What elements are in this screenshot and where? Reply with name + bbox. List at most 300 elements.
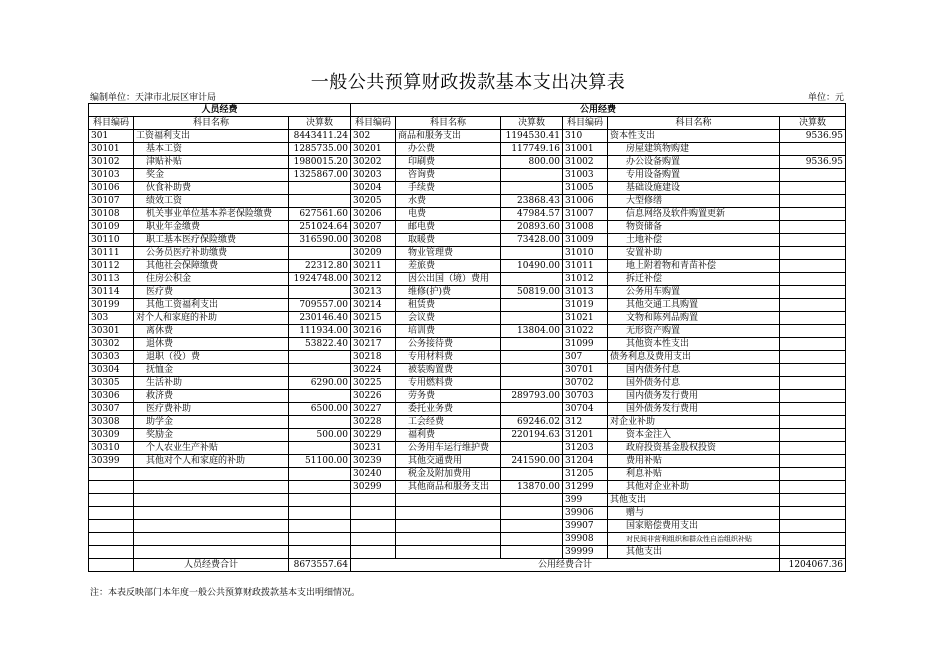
cell-amount: 1285735.00 [289, 143, 351, 156]
cell-amount [501, 312, 563, 325]
cell-name [396, 533, 501, 546]
cell-amount: 51100.00 [289, 455, 351, 468]
cell-name: 其他交通费用 [396, 455, 501, 468]
cell-amount [780, 364, 846, 377]
cell-name: 其他支出 [608, 494, 780, 507]
cell-name: 其他工资福利支出 [134, 299, 289, 312]
cell-code: 30217 [351, 338, 396, 351]
cell-name: 商品和服务支出 [396, 130, 501, 143]
cell-name: 救济费 [134, 390, 289, 403]
cell-code: 30103 [89, 169, 134, 182]
cell-name: 房屋建筑物购建 [608, 143, 780, 156]
cell-code: 30211 [351, 260, 396, 273]
cell-code: 30114 [89, 286, 134, 299]
cell-amount: 6290.00 [289, 377, 351, 390]
cell-name [134, 468, 289, 481]
table-row [89, 416, 846, 429]
cell-code [89, 494, 134, 507]
cell-code: 31005 [563, 182, 608, 195]
expenditure-table [88, 103, 846, 572]
page-title: 一般公共预算财政拨款基本支出决算表 [310, 72, 626, 93]
cell-code: 30306 [89, 390, 134, 403]
header-name: 科目名称 [608, 117, 780, 130]
cell-amount [501, 442, 563, 455]
cell-name: 公务用车运行维护费 [396, 442, 501, 455]
table-row [89, 325, 846, 338]
cell-code: 31009 [563, 234, 608, 247]
cell-name: 信息网络及软件购置更新 [608, 208, 780, 221]
cell-code: 30205 [351, 195, 396, 208]
cell-code: 30227 [351, 403, 396, 416]
cell-name: 医疗费 [134, 286, 289, 299]
cell-code: 30213 [351, 286, 396, 299]
cell-code [351, 507, 396, 520]
cell-code: 30304 [89, 364, 134, 377]
cell-amount [289, 364, 351, 377]
cell-name: 邮电费 [396, 221, 501, 234]
cell-code: 31099 [563, 338, 608, 351]
cell-name [396, 494, 501, 507]
cell-name: 其他支出 [608, 546, 780, 559]
cell-amount [501, 468, 563, 481]
cell-code: 31012 [563, 273, 608, 286]
cell-amount [501, 338, 563, 351]
cell-name: 抚恤金 [134, 364, 289, 377]
cell-amount: 117749.16 [501, 143, 563, 156]
table-row [89, 351, 846, 364]
table-row [89, 195, 846, 208]
cell-name: 住房公积金 [134, 273, 289, 286]
cell-code: 302 [351, 130, 396, 143]
cell-name: 专用设备购置 [608, 169, 780, 182]
cell-code: 31013 [563, 286, 608, 299]
cell-name: 对个人和家庭的补助 [134, 312, 289, 325]
table-row [89, 533, 846, 546]
table-row [89, 338, 846, 351]
cell-code: 30203 [351, 169, 396, 182]
cell-amount: 50819.00 [501, 286, 563, 299]
cell-name: 土地补偿 [608, 234, 780, 247]
cell-name: 税金及附加费用 [396, 468, 501, 481]
cell-name: 手续费 [396, 182, 501, 195]
cell-amount: 1194530.41 [501, 130, 563, 143]
cell-code: 31299 [563, 481, 608, 494]
cell-amount [289, 468, 351, 481]
cell-amount [289, 390, 351, 403]
cell-amount: 289793.00 [501, 390, 563, 403]
cell-code: 30703 [563, 390, 608, 403]
cell-name: 福利费 [396, 429, 501, 442]
cell-code: 30201 [351, 143, 396, 156]
cell-amount: 251024.64 [289, 221, 351, 234]
cell-name: 专用材料费 [396, 351, 501, 364]
cell-amount [289, 533, 351, 546]
cell-code: 39908 [563, 533, 608, 546]
cell-code: 30309 [89, 429, 134, 442]
cell-name: 被装购置费 [396, 364, 501, 377]
cell-code [351, 494, 396, 507]
cell-name: 租赁费 [396, 299, 501, 312]
cell-code: 30240 [351, 468, 396, 481]
cell-amount: 22312.80 [289, 260, 351, 273]
cell-name: 对企业补助 [608, 416, 780, 429]
cell-code: 31001 [563, 143, 608, 156]
cell-name: 办公设备购置 [608, 156, 780, 169]
cell-name: 对民间非营利组织和群众性自治组织补贴 [608, 533, 780, 546]
cell-code: 30102 [89, 156, 134, 169]
cell-amount [780, 312, 846, 325]
cell-code: 307 [563, 351, 608, 364]
cell-amount: 10490.00 [501, 260, 563, 273]
cell-amount [501, 364, 563, 377]
header-amount: 决算数 [289, 117, 351, 130]
cell-code: 30307 [89, 403, 134, 416]
cell-amount: 23868.43 [501, 195, 563, 208]
cell-name [396, 507, 501, 520]
cell-amount: 47984.57 [501, 208, 563, 221]
cell-amount: 13804.00 [501, 325, 563, 338]
org-label: 编制单位：天津市北辰区审计局 [90, 93, 217, 103]
cell-name [396, 546, 501, 559]
cell-amount [501, 299, 563, 312]
cell-name: 国家赔偿费用支出 [608, 520, 780, 533]
cell-amount: 111934.00 [289, 325, 351, 338]
cell-amount [289, 195, 351, 208]
cell-code: 31008 [563, 221, 608, 234]
cell-name: 无形资产购置 [608, 325, 780, 338]
cell-name: 伙食补助费 [134, 182, 289, 195]
header-code: 科目编码 [351, 117, 396, 130]
cell-amount [501, 247, 563, 260]
cell-amount [501, 403, 563, 416]
table-row [89, 507, 846, 520]
table-row [89, 143, 846, 156]
cell-amount [780, 442, 846, 455]
cell-amount [780, 299, 846, 312]
cell-name: 公务员医疗补助缴费 [134, 247, 289, 260]
cell-name: 办公费 [396, 143, 501, 156]
table-row [89, 221, 846, 234]
cell-amount [780, 520, 846, 533]
cell-amount [780, 260, 846, 273]
cell-amount [780, 247, 846, 260]
cell-amount [780, 468, 846, 481]
cell-code: 312 [563, 416, 608, 429]
cell-code: 30303 [89, 351, 134, 364]
cell-code: 310 [563, 130, 608, 143]
cell-code: 30101 [89, 143, 134, 156]
cell-amount [780, 351, 846, 364]
cell-amount [780, 286, 846, 299]
cell-amount [780, 455, 846, 468]
cell-name: 其他商品和服务支出 [396, 481, 501, 494]
cell-amount [780, 507, 846, 520]
cell-amount [780, 390, 846, 403]
cell-code: 30107 [89, 195, 134, 208]
table-row [89, 429, 846, 442]
cell-code: 31021 [563, 312, 608, 325]
cell-amount [780, 169, 846, 182]
cell-name: 个人农业生产补贴 [134, 442, 289, 455]
cell-amount [780, 273, 846, 286]
table-row [89, 247, 846, 260]
cell-name: 国外债务付息 [608, 377, 780, 390]
cell-name: 安置补助 [608, 247, 780, 260]
cell-amount [780, 182, 846, 195]
cell-name: 印刷费 [396, 156, 501, 169]
cell-name: 因公出国（境）费用 [396, 273, 501, 286]
table-row [89, 442, 846, 455]
cell-amount: 500.00 [289, 429, 351, 442]
cell-code [351, 533, 396, 546]
cell-name: 助学金 [134, 416, 289, 429]
cell-code: 30108 [89, 208, 134, 221]
cell-name: 医疗费补助 [134, 403, 289, 416]
cell-amount [289, 416, 351, 429]
cell-code: 30204 [351, 182, 396, 195]
cell-amount [289, 507, 351, 520]
cell-code: 30226 [351, 390, 396, 403]
cell-name: 会议费 [396, 312, 501, 325]
table-row [89, 312, 846, 325]
cell-amount [501, 169, 563, 182]
table-row [89, 286, 846, 299]
table-row [89, 234, 846, 247]
cell-name: 大型修缮 [608, 195, 780, 208]
cell-name: 其他交通工具购置 [608, 299, 780, 312]
cell-name: 利息补贴 [608, 468, 780, 481]
cell-amount: 13870.00 [501, 481, 563, 494]
cell-name: 资本金注入 [608, 429, 780, 442]
cell-code: 30305 [89, 377, 134, 390]
cell-amount [780, 403, 846, 416]
cell-name: 物资储备 [608, 221, 780, 234]
cell-amount [780, 481, 846, 494]
cell-name: 拆迁补偿 [608, 273, 780, 286]
cell-name: 基本工资 [134, 143, 289, 156]
cell-name: 专用燃料费 [396, 377, 501, 390]
cell-code: 30212 [351, 273, 396, 286]
cell-code: 30106 [89, 182, 134, 195]
cell-amount: 627561.60 [289, 208, 351, 221]
cell-name: 债务利息及费用支出 [608, 351, 780, 364]
cell-amount: 9536.95 [780, 156, 846, 169]
cell-name: 退休费 [134, 338, 289, 351]
cell-code: 30310 [89, 442, 134, 455]
cell-code: 30199 [89, 299, 134, 312]
cell-amount: 800.00 [501, 156, 563, 169]
cell-code: 30111 [89, 247, 134, 260]
table-row [89, 273, 846, 286]
cell-code: 39999 [563, 546, 608, 559]
cell-code: 301 [89, 130, 134, 143]
cell-code: 31019 [563, 299, 608, 312]
cell-amount [780, 195, 846, 208]
cell-amount [501, 182, 563, 195]
personnel-total-value: 8673557.64 [289, 559, 351, 572]
cell-code: 30302 [89, 338, 134, 351]
cell-name: 培训费 [396, 325, 501, 338]
cell-name: 机关事业单位基本养老保险缴费 [134, 208, 289, 221]
header-code: 科目编码 [563, 117, 608, 130]
table-row [89, 494, 846, 507]
cell-name [396, 520, 501, 533]
cell-name [134, 520, 289, 533]
cell-code: 30399 [89, 455, 134, 468]
cell-name: 咨询费 [396, 169, 501, 182]
cell-code: 30228 [351, 416, 396, 429]
cell-code: 30110 [89, 234, 134, 247]
cell-code: 30215 [351, 312, 396, 325]
cell-amount: 9536.95 [780, 130, 846, 143]
cell-name: 取暖费 [396, 234, 501, 247]
cell-name: 水费 [396, 195, 501, 208]
header-name: 科目名称 [134, 117, 289, 130]
cell-name: 资本性支出 [608, 130, 780, 143]
table-row [89, 520, 846, 533]
cell-code: 30207 [351, 221, 396, 234]
cell-amount [780, 234, 846, 247]
cell-code: 30209 [351, 247, 396, 260]
cell-name: 赠与 [608, 507, 780, 520]
cell-name: 奖金 [134, 169, 289, 182]
cell-code: 30301 [89, 325, 134, 338]
cell-code: 31203 [563, 442, 608, 455]
cell-amount: 230146.40 [289, 312, 351, 325]
table-row [89, 364, 846, 377]
cell-code: 31002 [563, 156, 608, 169]
cell-name: 工资福利支出 [134, 130, 289, 143]
cell-amount [780, 416, 846, 429]
cell-code: 31007 [563, 208, 608, 221]
cell-amount [289, 546, 351, 559]
table-row [89, 390, 846, 403]
cell-amount: 8443411.24 [289, 130, 351, 143]
cell-name [134, 507, 289, 520]
cell-amount [780, 208, 846, 221]
cell-code: 30216 [351, 325, 396, 338]
cell-code: 30214 [351, 299, 396, 312]
table-row [89, 403, 846, 416]
cell-code: 30308 [89, 416, 134, 429]
cell-code: 39907 [563, 520, 608, 533]
cell-code: 30218 [351, 351, 396, 364]
cell-amount [501, 351, 563, 364]
section-personnel: 人员经费 [89, 104, 351, 117]
cell-name: 委托业务费 [396, 403, 501, 416]
cell-name: 差旅费 [396, 260, 501, 273]
cell-name: 地上附着物和青苗补偿 [608, 260, 780, 273]
cell-amount: 316590.00 [289, 234, 351, 247]
personnel-total-label: 人员经费合计 [134, 559, 289, 572]
table-row [89, 481, 846, 494]
cell-name: 其他资本性支出 [608, 338, 780, 351]
section-header-row [89, 104, 846, 117]
cell-name: 其他社会保障缴费 [134, 260, 289, 273]
cell-amount [780, 546, 846, 559]
table-row [89, 377, 846, 390]
cell-amount [289, 286, 351, 299]
header-name: 科目名称 [396, 117, 501, 130]
cell-code: 30229 [351, 429, 396, 442]
cell-amount: 20893.60 [501, 221, 563, 234]
cell-code: 30225 [351, 377, 396, 390]
cell-code: 31205 [563, 468, 608, 481]
cell-name: 其他对个人和家庭的补助 [134, 455, 289, 468]
cell-code: 30704 [563, 403, 608, 416]
cell-amount: 1924748.00 [289, 273, 351, 286]
cell-name: 职业年金缴费 [134, 221, 289, 234]
table-row [89, 260, 846, 273]
cell-name: 生活补助 [134, 377, 289, 390]
public-total-value: 1204067.36 [780, 559, 846, 572]
cell-amount [289, 481, 351, 494]
cell-amount [501, 377, 563, 390]
cell-amount [780, 533, 846, 546]
cell-name: 文物和陈列品购置 [608, 312, 780, 325]
cell-amount [501, 520, 563, 533]
header-amount: 决算数 [501, 117, 563, 130]
cell-name: 离休费 [134, 325, 289, 338]
cell-amount [289, 182, 351, 195]
table-row [89, 130, 846, 143]
cell-name [134, 494, 289, 507]
table-row [89, 299, 846, 312]
cell-name: 国内债务付息 [608, 364, 780, 377]
totals-row [89, 559, 846, 572]
cell-amount [780, 143, 846, 156]
cell-code: 31010 [563, 247, 608, 260]
cell-code: 31006 [563, 195, 608, 208]
header-code: 科目编码 [89, 117, 134, 130]
cell-code: 31022 [563, 325, 608, 338]
cell-amount [289, 442, 351, 455]
cell-amount [289, 247, 351, 260]
cell-name: 绩效工资 [134, 195, 289, 208]
cell-code: 30113 [89, 273, 134, 286]
cell-code [351, 546, 396, 559]
table-row [89, 468, 846, 481]
cell-code: 30112 [89, 260, 134, 273]
table-row [89, 182, 846, 195]
cell-amount: 53822.40 [289, 338, 351, 351]
cell-amount: 1980015.20 [289, 156, 351, 169]
cell-amount [501, 507, 563, 520]
cell-name: 公务用车购置 [608, 286, 780, 299]
section-public: 公用经费 [351, 104, 846, 117]
cell-amount [780, 325, 846, 338]
table-row [89, 169, 846, 182]
cell-name: 费用补贴 [608, 455, 780, 468]
cell-code [351, 520, 396, 533]
table-row [89, 208, 846, 221]
cell-code: 30702 [563, 377, 608, 390]
cell-code: 30239 [351, 455, 396, 468]
cell-name: 物业管理费 [396, 247, 501, 260]
cell-amount: 241590.00 [501, 455, 563, 468]
cell-code [89, 507, 134, 520]
cell-amount [501, 494, 563, 507]
cell-code: 30208 [351, 234, 396, 247]
cell-code: 31003 [563, 169, 608, 182]
cell-name: 其他对企业补助 [608, 481, 780, 494]
cell-amount: 73428.00 [501, 234, 563, 247]
cell-code: 303 [89, 312, 134, 325]
cell-amount: 1325867.00 [289, 169, 351, 182]
footnote: 注：本表反映部门本年度一般公共预算财政拨款基本支出明细情况。 [90, 588, 361, 598]
cell-code [89, 520, 134, 533]
cell-code: 30109 [89, 221, 134, 234]
